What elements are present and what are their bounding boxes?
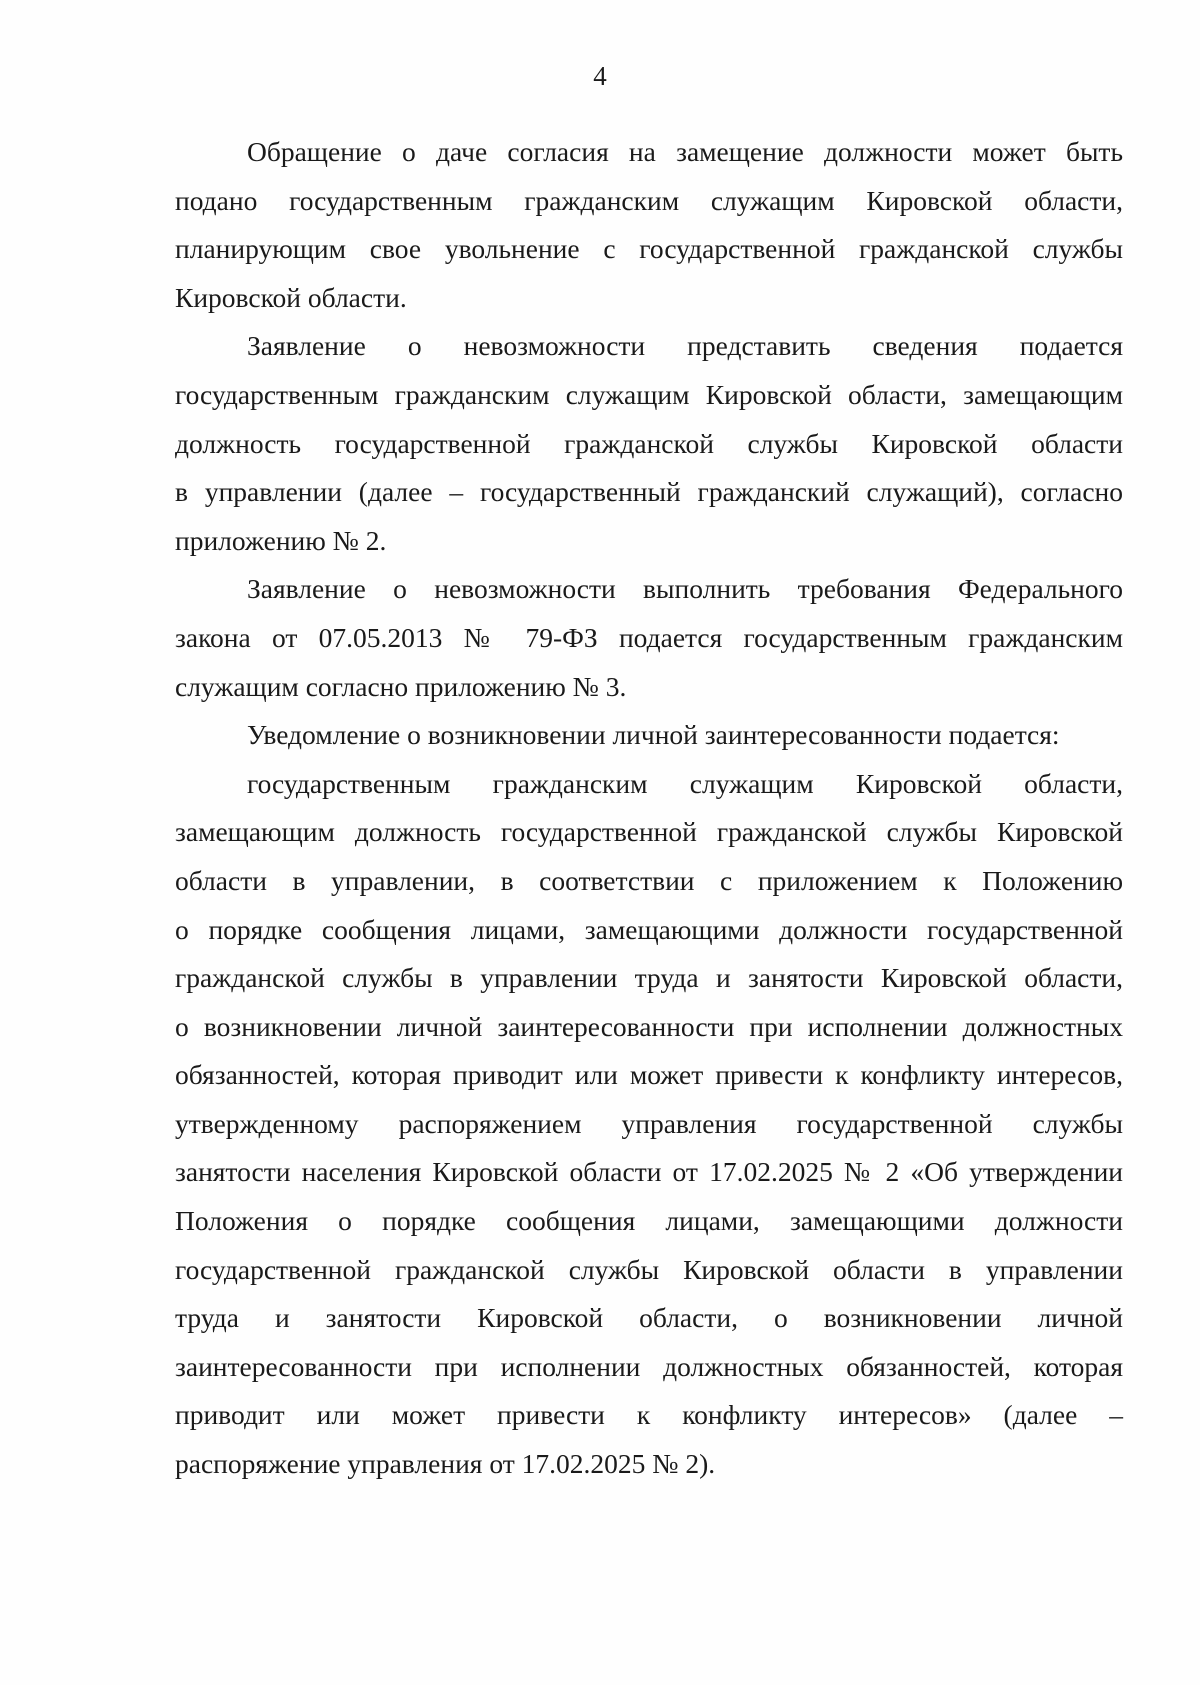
text-line: о порядке сообщения лицами, замещающими должности государственной [175, 913, 1123, 945]
text-line: замещающим должность государственной гражданской службы Кировской [175, 816, 1123, 848]
text-line: подано государственным гражданским служащим Кировской области, [175, 184, 1123, 216]
text-line: служащим согласно приложению № 3. [175, 670, 627, 702]
text-line: Заявление о невозможности выполнить требования Федерального [247, 573, 1123, 605]
text-line: гражданской службы в управлении труда и занятости Кировской области, [175, 962, 1123, 994]
text-line: Кировской области. [175, 281, 407, 313]
paragraph-interest-notice-intro [175, 711, 1123, 760]
page-number: 4 [593, 61, 607, 91]
text-line: приложению № 2. [175, 524, 387, 556]
text-line: Уведомление о возникновении личной заинтересованности подается: [247, 719, 1060, 751]
text-line: утвержденному распоряжением управления государственной службы [175, 1107, 1123, 1139]
text-line: приводит или может привести к конфликту интересов» (далее – [175, 1399, 1123, 1431]
text-line: труда и занятости Кировской области, о возникновении личной [175, 1302, 1123, 1334]
text-line: Обращение о даче согласия на замещение должности может быть [247, 136, 1123, 167]
text-line: распоряжение управления от 17.02.2025 № 2). [175, 1448, 716, 1480]
text-line: области в управлении, в соответствии с приложением к Положению [175, 864, 1123, 896]
paragraph-federal-law-statement [175, 565, 1123, 711]
text-line: заинтересованности при исполнении должностных обязанностей, которая [175, 1350, 1123, 1382]
document-body [175, 128, 1123, 1489]
text-line: должность государственной гражданской службы Кировской области [175, 427, 1123, 459]
paragraph-interest-notice-details [175, 760, 1123, 1489]
text-line: о возникновении личной заинтересованности при исполнении должностных [175, 1010, 1123, 1042]
paragraph-consent-appeal [175, 128, 1123, 322]
paragraph-impossibility-statement [175, 322, 1123, 565]
text-line: государственной гражданской службы Кировской области в управлении [175, 1253, 1123, 1285]
text-line: занятости населения Кировской области от 17.02.2025 № 2 «Об утверждении [175, 1156, 1123, 1188]
text-line: в управлении (далее – государственный гражданский служащий), согласно [175, 476, 1123, 508]
text-line: государственным гражданским служащим Кировской области, замещающим [175, 378, 1123, 410]
text-line: закона от 07.05.2013 № 79-ФЗ подается государственным гражданским [175, 621, 1123, 653]
text-line: Положения о порядке сообщения лицами, замещающими должности [175, 1205, 1123, 1237]
text-line: Заявление о невозможности представить сведения подается [247, 330, 1123, 362]
text-line: обязанностей, которая приводит или может привести к конфликту интересов, [175, 1059, 1123, 1091]
text-line: государственным гражданским служащим Кировской области, [247, 767, 1123, 799]
text-line: планирующим свое увольнение с государственной гражданской службы [175, 233, 1123, 265]
